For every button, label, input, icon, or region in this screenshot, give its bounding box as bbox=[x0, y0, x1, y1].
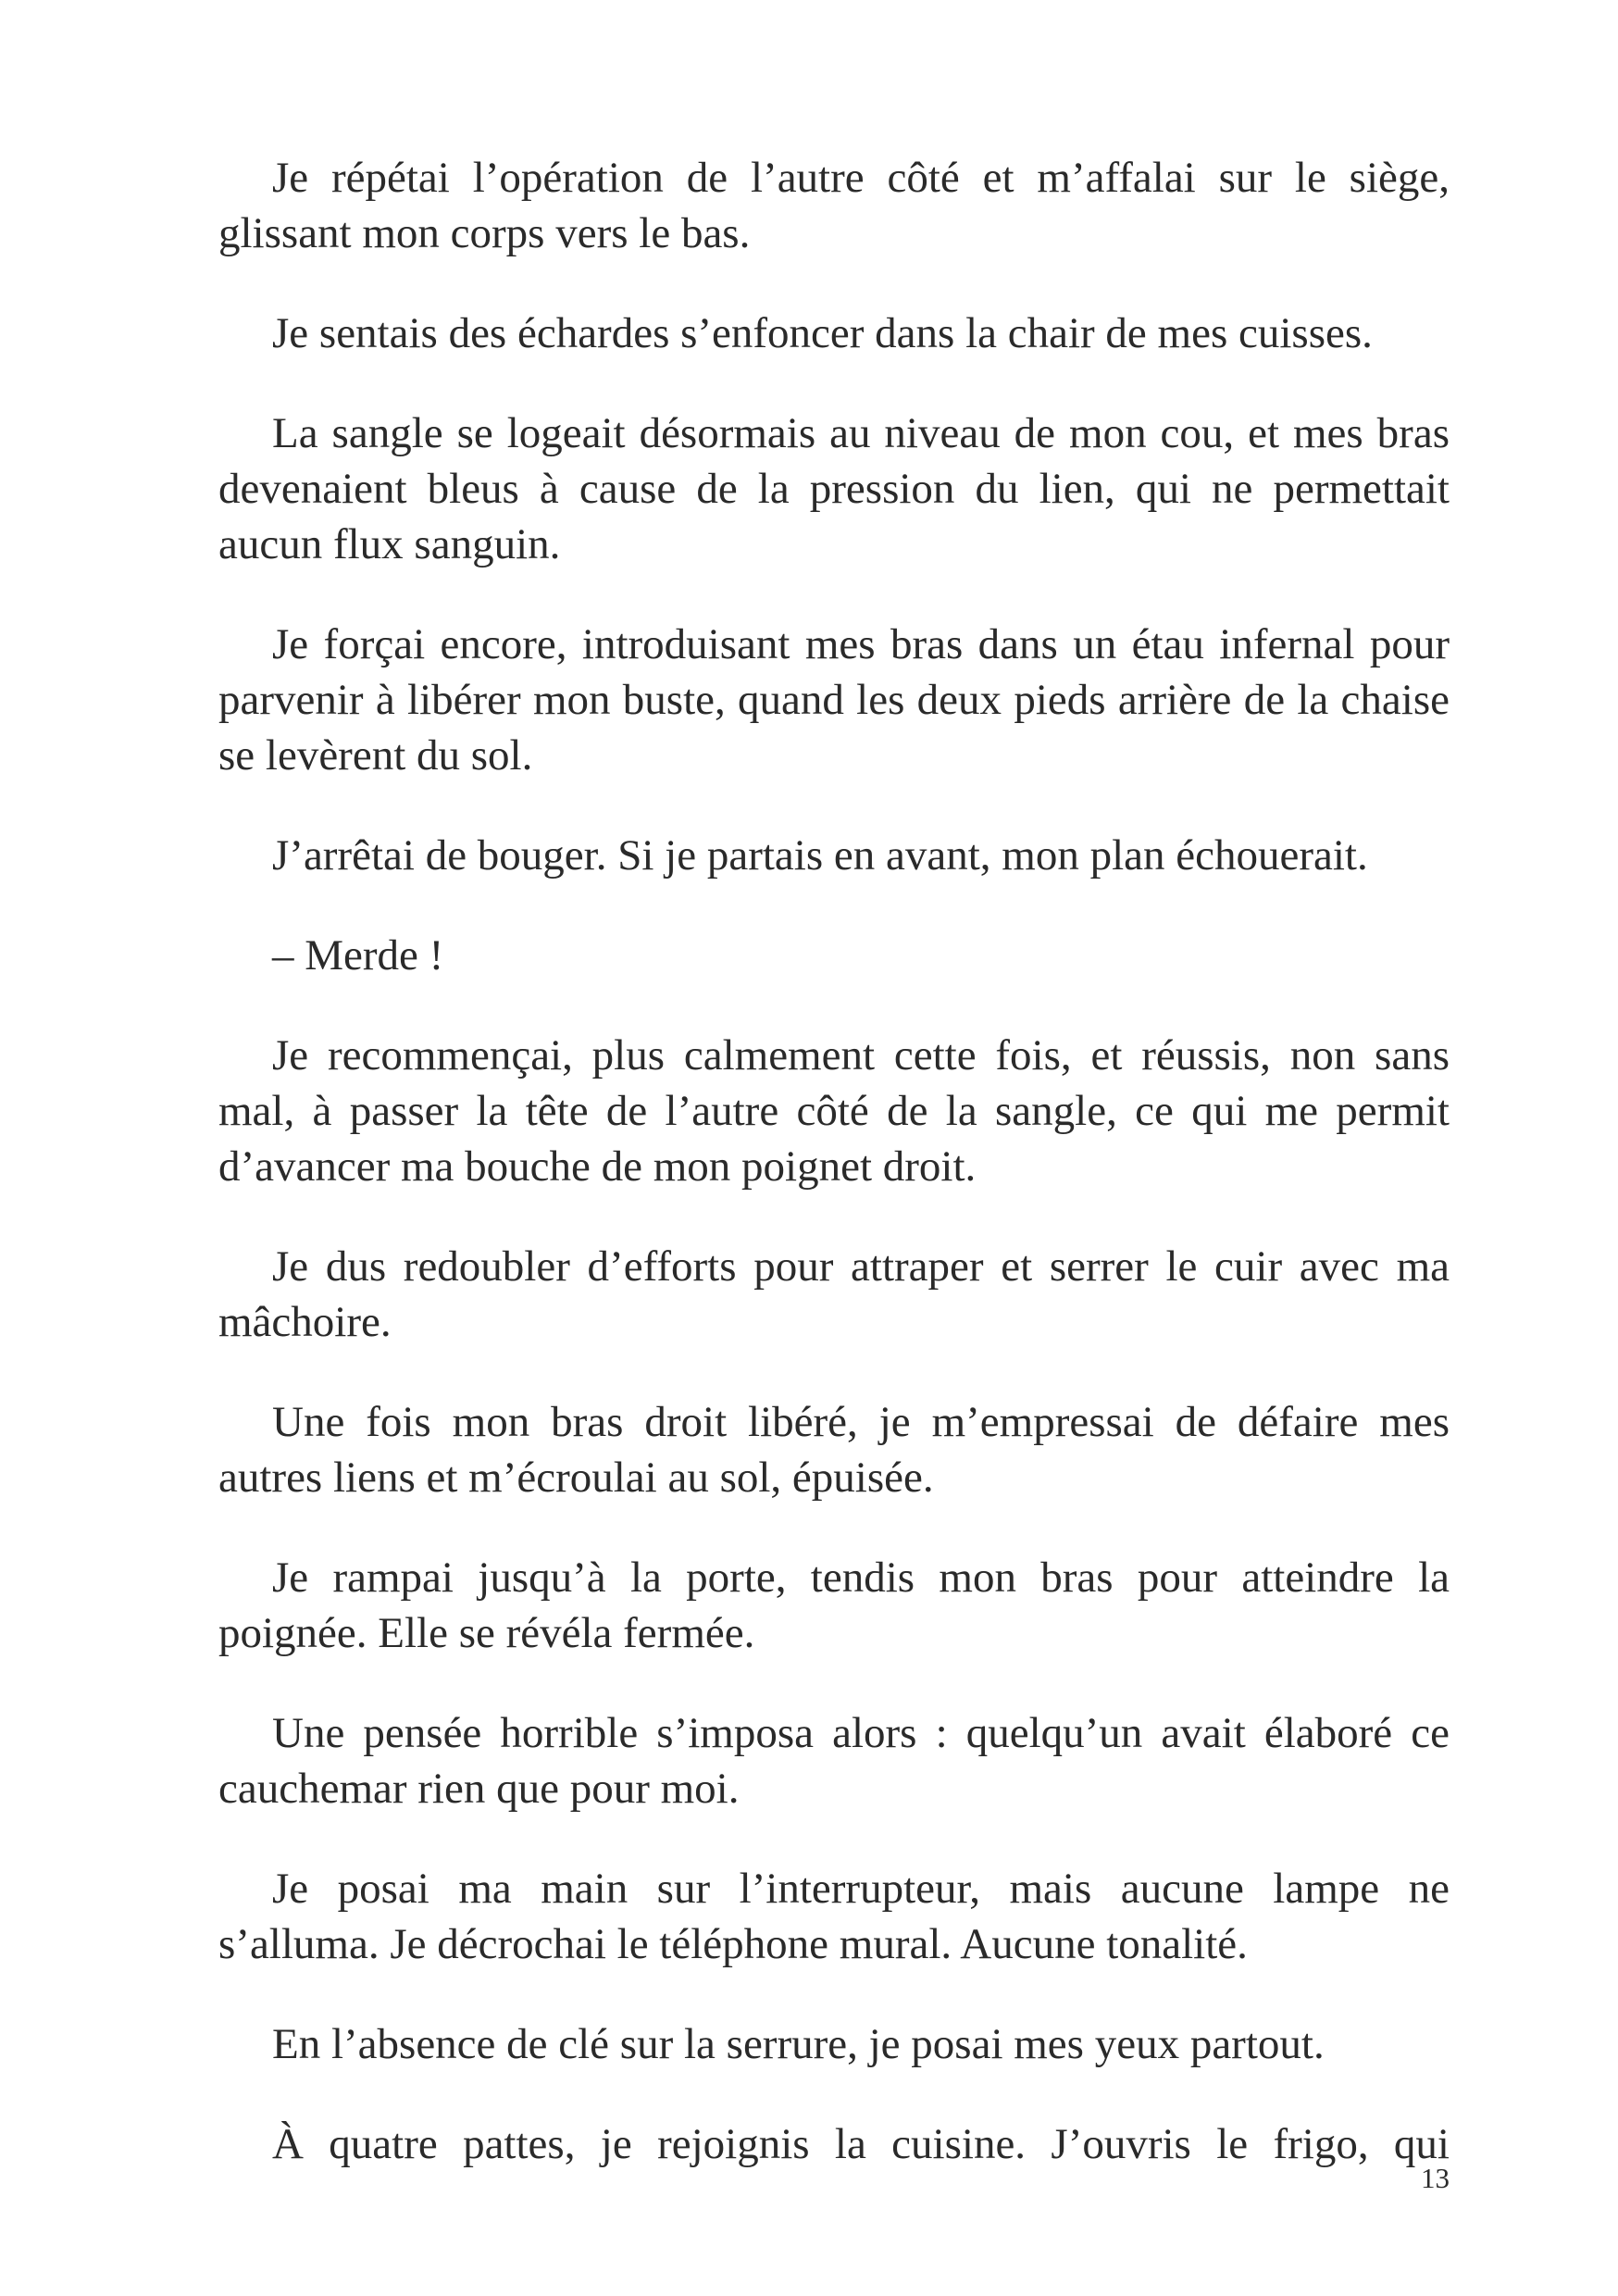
paragraph: Je recommençai, plus calmement cette fois, et réussis, non sans mal, à passer la tête de l’autre côté de la sangle, ce qui me permit d’avancer ma bouche de mon poignet droit. bbox=[218, 1031, 1450, 1191]
paragraph: La sangle se logeait désormais au niveau de mon cou, et mes bras devenaient bleus à cause de la pression du lien, qui ne permettait aucun flux sanguin. bbox=[218, 409, 1450, 568]
paragraph: Une pensée horrible s’imposa alors : quelqu’un avait élaboré ce cauchemar rien que pour moi. bbox=[218, 1709, 1450, 1813]
paragraph: Une fois mon bras droit libéré, je m’empressai de défaire mes autres liens et m’écroulai au sol, épuisée. bbox=[218, 1398, 1450, 1502]
paragraph: – Merde ! bbox=[272, 931, 444, 980]
paragraph: Je rampai jusqu’à la porte, tendis mon bras pour atteindre la poignée. Elle se révéla fermée. bbox=[218, 1554, 1450, 1657]
page-number: 13 bbox=[1421, 2162, 1450, 2194]
paragraph: Je posai ma main sur l’interrupteur, mais aucune lampe ne s’alluma. Je décrochai le téléphone mural. Aucune tonalité. bbox=[218, 1865, 1450, 1968]
paragraph: Je sentais des échardes s’enfoncer dans la chair de mes cuisses. bbox=[272, 309, 1373, 357]
paragraph: J’arrêtai de bouger. Si je partais en avant, mon plan échouerait. bbox=[272, 831, 1368, 880]
paragraph: Je répétai l’opération de l’autre côté et m’affalai sur le siège, glissant mon corps vers le bas. bbox=[218, 154, 1450, 257]
paragraph: En l’absence de clé sur la serrure, je posai mes yeux partout. bbox=[272, 2020, 1325, 2068]
paragraph: À quatre pattes, je rejoignis la cuisine. J’ouvris le frigo, qui bbox=[272, 2120, 1450, 2168]
paragraph: Je dus redoubler d’efforts pour attraper et serrer le cuir avec ma mâchoire. bbox=[218, 1242, 1450, 1346]
body-text bbox=[218, 150, 1450, 2172]
paragraph: Je forçai encore, introduisant mes bras dans un étau infernal pour parvenir à libérer mon buste, quand les deux pieds arrière de la chaise se levèrent du sol. bbox=[218, 620, 1450, 780]
